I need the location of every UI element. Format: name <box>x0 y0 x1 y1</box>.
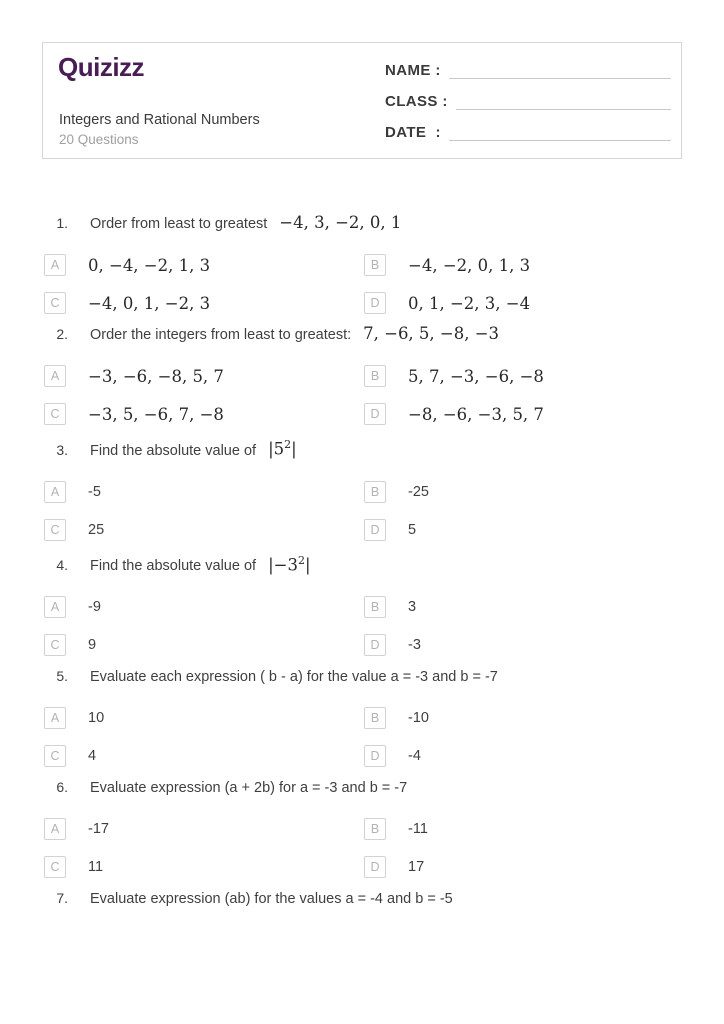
answer-option[interactable] <box>44 403 364 425</box>
answer-option[interactable] <box>364 254 682 276</box>
options-grid <box>42 818 682 878</box>
option-text-part: -4 <box>408 748 421 764</box>
question-text: Find the absolute value of <box>90 442 257 459</box>
question-row <box>42 552 682 576</box>
date-field <box>385 121 671 141</box>
question-number: 3. <box>56 441 68 458</box>
option-text-part: 11 <box>88 859 104 875</box>
answer-option[interactable] <box>44 634 364 656</box>
answer-option[interactable] <box>364 634 682 656</box>
option-letter-box[interactable]: B <box>364 707 386 729</box>
option-text <box>88 484 101 500</box>
class-field <box>385 90 671 110</box>
option-text <box>408 859 424 875</box>
option-text <box>88 710 104 726</box>
option-letter-box[interactable]: B <box>364 818 386 840</box>
answer-option[interactable] <box>364 403 682 425</box>
question-text: Evaluate expression (a + 2b) for a = -3 and b = -7 <box>90 780 408 796</box>
question-math <box>363 325 499 343</box>
option-text <box>408 294 530 313</box>
answer-option[interactable] <box>364 818 682 840</box>
name-input-line[interactable] <box>449 63 671 79</box>
name-field <box>385 59 671 79</box>
option-letter-box[interactable]: D <box>364 634 386 656</box>
answer-option[interactable] <box>364 519 682 541</box>
answer-option[interactable] <box>44 481 364 503</box>
options-grid <box>42 254 682 314</box>
option-letter-box[interactable]: C <box>44 519 66 541</box>
question-text: Evaluate each expression ( b - a) for the value a = -3 and b = -7 <box>90 669 498 685</box>
question-block <box>42 325 682 425</box>
option-text-part: 5, 7, −3, −6, −8 <box>408 366 544 386</box>
math-part: 2 <box>284 438 292 451</box>
option-text <box>408 637 421 653</box>
answer-option[interactable] <box>44 856 364 878</box>
question-block <box>42 778 682 878</box>
option-text <box>408 256 530 275</box>
math-part: −4, 3, −2, 0, 1 <box>279 213 402 232</box>
option-text-part: 0, −4, −2, 1, 3 <box>88 255 211 275</box>
option-text-part: -17 <box>88 821 109 837</box>
math-part: 7, −6, 5, −8, −3 <box>363 324 500 343</box>
option-letter-box[interactable]: A <box>44 254 66 276</box>
question-row <box>42 214 682 233</box>
answer-option[interactable] <box>364 707 682 729</box>
option-text-part: −3, 5, −6, 7, −8 <box>88 404 224 424</box>
option-text <box>408 710 429 726</box>
question-text: Order from least to greatest <box>90 216 268 232</box>
question-block <box>42 436 682 541</box>
option-text <box>408 484 429 500</box>
answer-option[interactable] <box>44 292 364 314</box>
option-text <box>408 367 544 386</box>
option-text-part: 4 <box>88 748 97 764</box>
option-letter-box[interactable]: C <box>44 403 66 425</box>
question-count: 20 Questions <box>59 132 139 147</box>
option-text <box>88 859 103 875</box>
answer-option[interactable] <box>44 254 364 276</box>
question-block <box>42 667 682 767</box>
options-grid <box>42 365 682 425</box>
question-text: Find the absolute value of <box>90 558 257 574</box>
option-text <box>88 294 210 313</box>
option-text-part: −4, −2, 0, 1, 3 <box>408 255 531 275</box>
option-text <box>88 821 109 837</box>
option-text <box>408 748 421 764</box>
math-part: |−3 <box>268 555 298 574</box>
options-grid <box>42 707 682 767</box>
option-letter-box[interactable]: B <box>364 365 386 387</box>
field-label: NAME : <box>385 62 441 79</box>
question-math <box>268 436 297 459</box>
answer-option[interactable] <box>364 596 682 618</box>
question-number: 1. <box>56 215 68 231</box>
option-text <box>88 367 224 386</box>
math-part: | <box>304 555 311 574</box>
option-letter-box[interactable]: D <box>364 403 386 425</box>
option-text-part: 10 <box>88 710 105 726</box>
questions-list <box>0 214 724 940</box>
option-text-part: -5 <box>88 483 101 500</box>
option-text <box>408 522 416 538</box>
answer-option[interactable] <box>44 365 364 387</box>
option-text-part: 3 <box>408 599 417 615</box>
option-text-part: 25 <box>88 521 105 538</box>
option-letter-box[interactable]: D <box>364 856 386 878</box>
option-text <box>408 821 428 837</box>
answer-option[interactable] <box>44 519 364 541</box>
question-number: 6. <box>56 779 68 795</box>
option-text <box>88 748 96 764</box>
answer-option[interactable] <box>364 292 682 314</box>
option-letter-box[interactable]: C <box>44 856 66 878</box>
question-text: Order the integers from least to greatest: <box>90 327 352 343</box>
question-text: Evaluate expression (ab) for the values a = -4 and b = -5 <box>90 891 453 907</box>
option-text-part: 17 <box>408 859 425 875</box>
student-fields <box>385 59 671 152</box>
answer-option[interactable] <box>44 707 364 729</box>
answer-option[interactable] <box>364 481 682 503</box>
answer-option[interactable] <box>44 745 364 767</box>
option-text <box>88 599 101 615</box>
math-part: |5 <box>268 439 285 459</box>
option-text-part: −4, 0, 1, −2, 3 <box>88 293 211 313</box>
quiz-title: Integers and Rational Numbers <box>59 112 260 128</box>
question-math <box>279 214 401 232</box>
option-letter-box[interactable]: B <box>364 481 386 503</box>
option-text <box>88 522 104 538</box>
option-letter-box[interactable]: C <box>44 292 66 314</box>
options-grid <box>42 481 682 541</box>
option-letter-box[interactable]: B <box>364 596 386 618</box>
math-part: 2 <box>297 553 305 567</box>
answer-option[interactable] <box>364 365 682 387</box>
question-row <box>42 436 682 460</box>
option-text <box>88 256 210 275</box>
math-part: | <box>291 439 297 459</box>
option-text <box>408 599 416 615</box>
question-number: 4. <box>56 557 68 573</box>
answer-option[interactable] <box>364 745 682 767</box>
question-number: 2. <box>56 326 68 342</box>
answer-option[interactable] <box>364 856 682 878</box>
option-text <box>88 637 96 653</box>
option-text-part: −3, −6, −8, 5, 7 <box>88 366 224 386</box>
answer-option[interactable] <box>44 818 364 840</box>
option-letter-box[interactable]: C <box>44 745 66 767</box>
option-letter-box[interactable]: A <box>44 365 66 387</box>
option-text-part: 5 <box>408 521 417 538</box>
option-letter-box[interactable]: A <box>44 818 66 840</box>
option-text-part: 0, 1, −2, 3, −4 <box>408 293 531 313</box>
option-letter-box[interactable]: B <box>364 254 386 276</box>
header-card <box>42 42 682 159</box>
option-text-part: -10 <box>408 710 429 726</box>
option-letter-box[interactable]: A <box>44 596 66 618</box>
answer-option[interactable] <box>44 596 364 618</box>
field-label: DATE : <box>385 124 441 141</box>
question-block <box>42 552 682 657</box>
option-letter-box[interactable]: D <box>364 292 386 314</box>
option-text-part: -9 <box>88 599 101 615</box>
date-input-line[interactable] <box>449 125 671 141</box>
option-text <box>88 405 224 424</box>
field-label: CLASS : <box>385 93 448 110</box>
option-letter-box[interactable]: A <box>44 707 66 729</box>
option-text <box>408 405 544 424</box>
option-letter-box[interactable]: C <box>44 634 66 656</box>
class-input-line[interactable] <box>456 94 671 110</box>
option-letter-box[interactable]: D <box>364 745 386 767</box>
question-row <box>42 778 682 797</box>
question-row <box>42 325 682 344</box>
option-text-part: -3 <box>408 637 421 653</box>
question-math <box>268 552 310 575</box>
option-letter-box[interactable]: A <box>44 481 66 503</box>
question-block <box>42 889 682 929</box>
option-text-part: -25 <box>408 483 429 500</box>
question-number: 5. <box>56 668 68 684</box>
question-row <box>42 667 682 686</box>
question-number: 7. <box>56 890 68 906</box>
option-text-part: 9 <box>88 637 97 653</box>
question-row <box>42 889 682 908</box>
question-block <box>42 214 682 314</box>
options-grid <box>42 596 682 656</box>
quizizz-logo: Quizizz <box>58 52 145 82</box>
option-text-part: −8, −6, −3, 5, 7 <box>408 404 544 424</box>
option-letter-box[interactable]: D <box>364 519 386 541</box>
option-text-part: -11 <box>408 821 428 837</box>
